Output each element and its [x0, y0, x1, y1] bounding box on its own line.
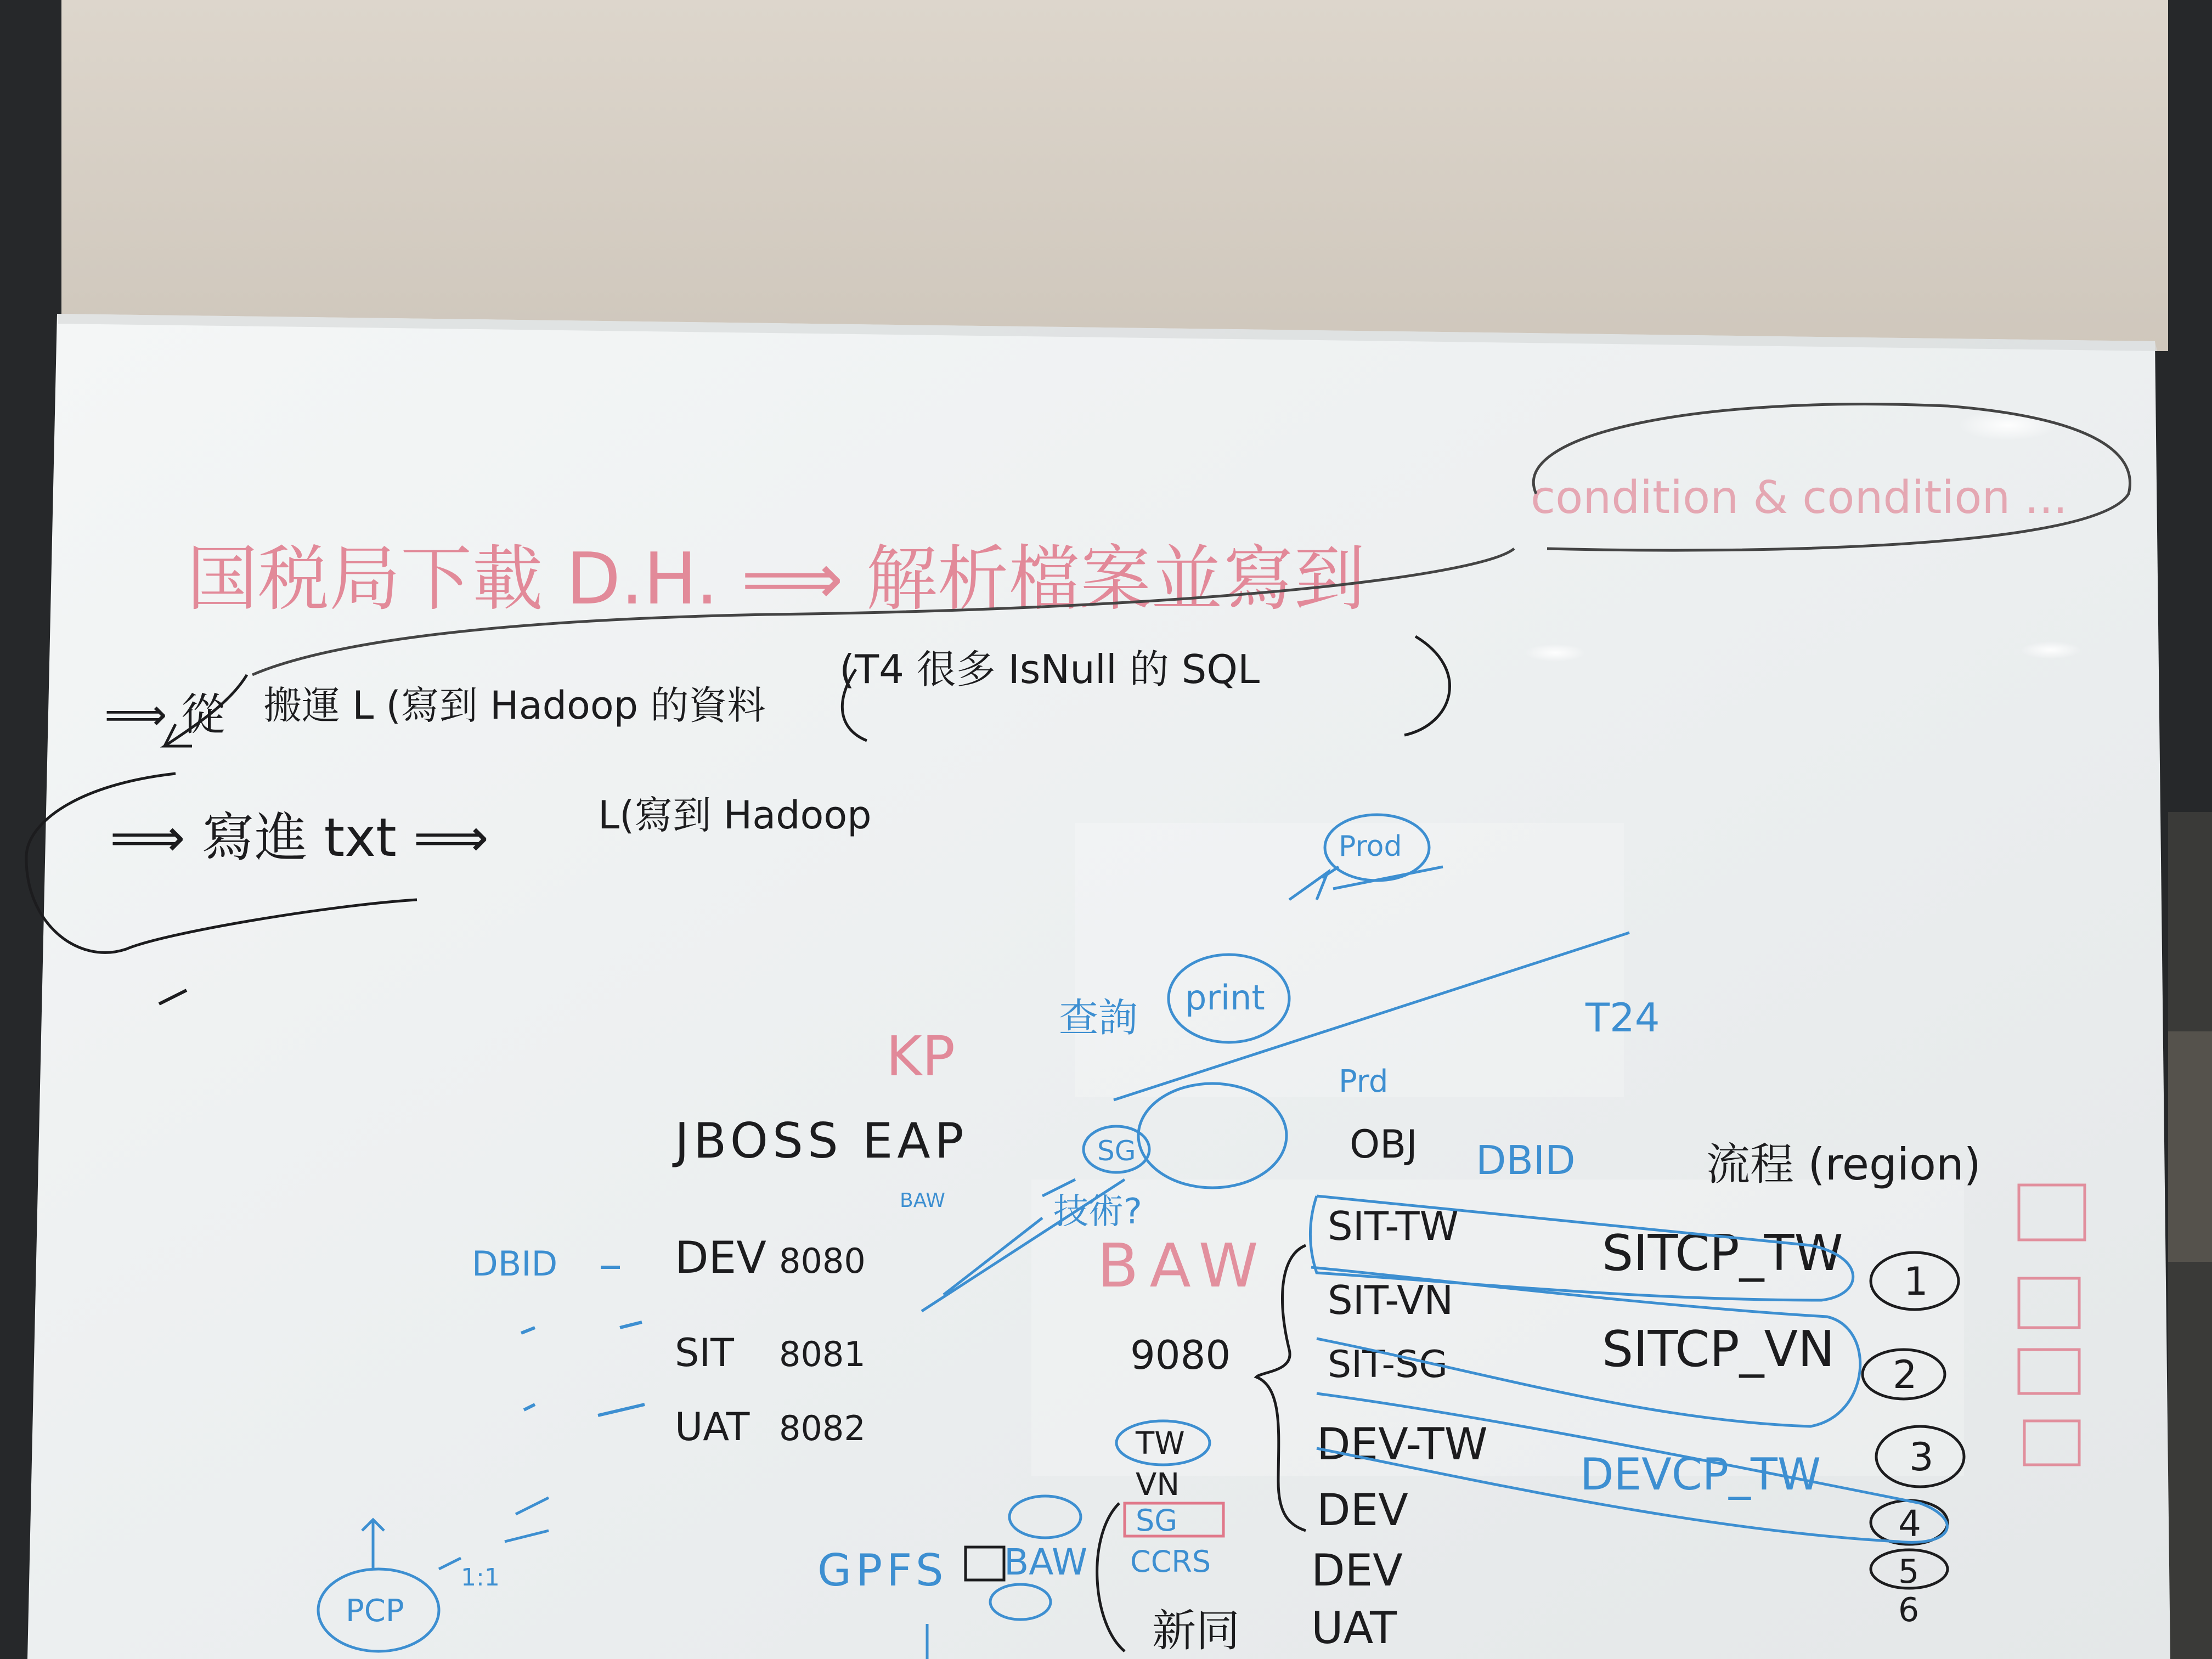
dbid-header: DBID	[1476, 1137, 1576, 1183]
line2-prefix: ⟹ 寫進 txt ⟹	[110, 807, 489, 868]
tw-label: TW	[1136, 1426, 1185, 1462]
env-row-name: DEV	[675, 1232, 766, 1283]
line1-prefix: ⟹ 從	[104, 689, 225, 740]
title-line: 国税局下載 D.H. ⟹ 解析檔案並寫到	[187, 537, 1365, 620]
left-col-item: DEV	[1311, 1545, 1403, 1596]
line1-bracket: (T4 很多 IsNull 的 SQL	[839, 646, 1260, 692]
baw-small-label: BAW	[900, 1189, 945, 1212]
gpfs-label: GPFS	[817, 1545, 948, 1596]
env-row-name: SIT	[675, 1330, 734, 1375]
env-row-name: UAT	[675, 1404, 750, 1449]
number-item: 5	[1898, 1553, 1920, 1591]
wall-panel	[61, 0, 2168, 351]
dbid-left-label: DBID	[472, 1244, 558, 1284]
ceiling-light-reflection	[1525, 644, 1585, 662]
port-9080: 9080	[1130, 1332, 1231, 1378]
ccrs-label: CCRS	[1130, 1544, 1211, 1579]
env-row-port: 8081	[779, 1334, 866, 1374]
right-col-item: SITCP_TW	[1602, 1224, 1843, 1282]
number-item: 6	[1898, 1591, 1920, 1629]
ceiling-light-reflection	[1959, 410, 2057, 441]
number-item: 1	[1904, 1259, 1928, 1304]
right-col-item: DEVCP_TW	[1580, 1449, 1821, 1500]
bottom-left-label: 新同	[1152, 1605, 1240, 1656]
left-col-item: UAT	[1311, 1602, 1397, 1654]
ratio-label: 1:1	[461, 1564, 500, 1592]
left-col-item: SIT-SG	[1328, 1343, 1448, 1386]
prd-label: Prd	[1339, 1064, 1389, 1099]
line2-tail: L(寫到 Hadoop	[598, 793, 872, 838]
ceiling-light-reflection	[2021, 641, 2081, 659]
pcp-label: PCP	[346, 1593, 404, 1629]
baw-label: BAW	[1097, 1231, 1269, 1301]
print-label: print	[1185, 978, 1265, 1018]
right-col-item: SITCP_VN	[1602, 1321, 1835, 1378]
baw-blue-label: BAW	[1004, 1541, 1088, 1583]
left-col-item: SIT-TW	[1328, 1203, 1459, 1249]
prod-label: Prod	[1339, 830, 1402, 863]
left-col-item: DEV	[1317, 1485, 1408, 1536]
env-row-port: 8082	[779, 1408, 866, 1448]
right-room-detail	[2168, 1031, 2212, 1262]
kp-label: KP	[886, 1024, 955, 1088]
jboss-label: JBOSS EAP	[675, 1113, 968, 1169]
chaxun-label: 查詢	[1059, 995, 1138, 1041]
right-column	[1580, 1224, 1843, 1500]
vn-label: VN	[1136, 1467, 1180, 1503]
line1-text: 搬運 L (寫到 Hadoop 的資料	[263, 683, 766, 728]
jishu-label: 技術?	[1053, 1192, 1142, 1232]
left-col-item: DEV-TW	[1317, 1419, 1488, 1470]
t24-label: T24	[1585, 995, 1660, 1041]
number-item: 4	[1898, 1503, 1921, 1545]
left-col-item: SIT-VN	[1328, 1277, 1454, 1323]
number-item: 3	[1909, 1435, 1934, 1480]
number-item: 2	[1893, 1352, 1917, 1397]
title-tail: condition & condition ...	[1531, 472, 2068, 524]
sg-label: SG	[1136, 1503, 1178, 1538]
header-obj: OBJ	[1350, 1122, 1418, 1167]
env-row-port: 8080	[779, 1241, 866, 1281]
header-flow: 流程 (region)	[1706, 1139, 1981, 1190]
sg-tag: SG	[1097, 1135, 1136, 1167]
